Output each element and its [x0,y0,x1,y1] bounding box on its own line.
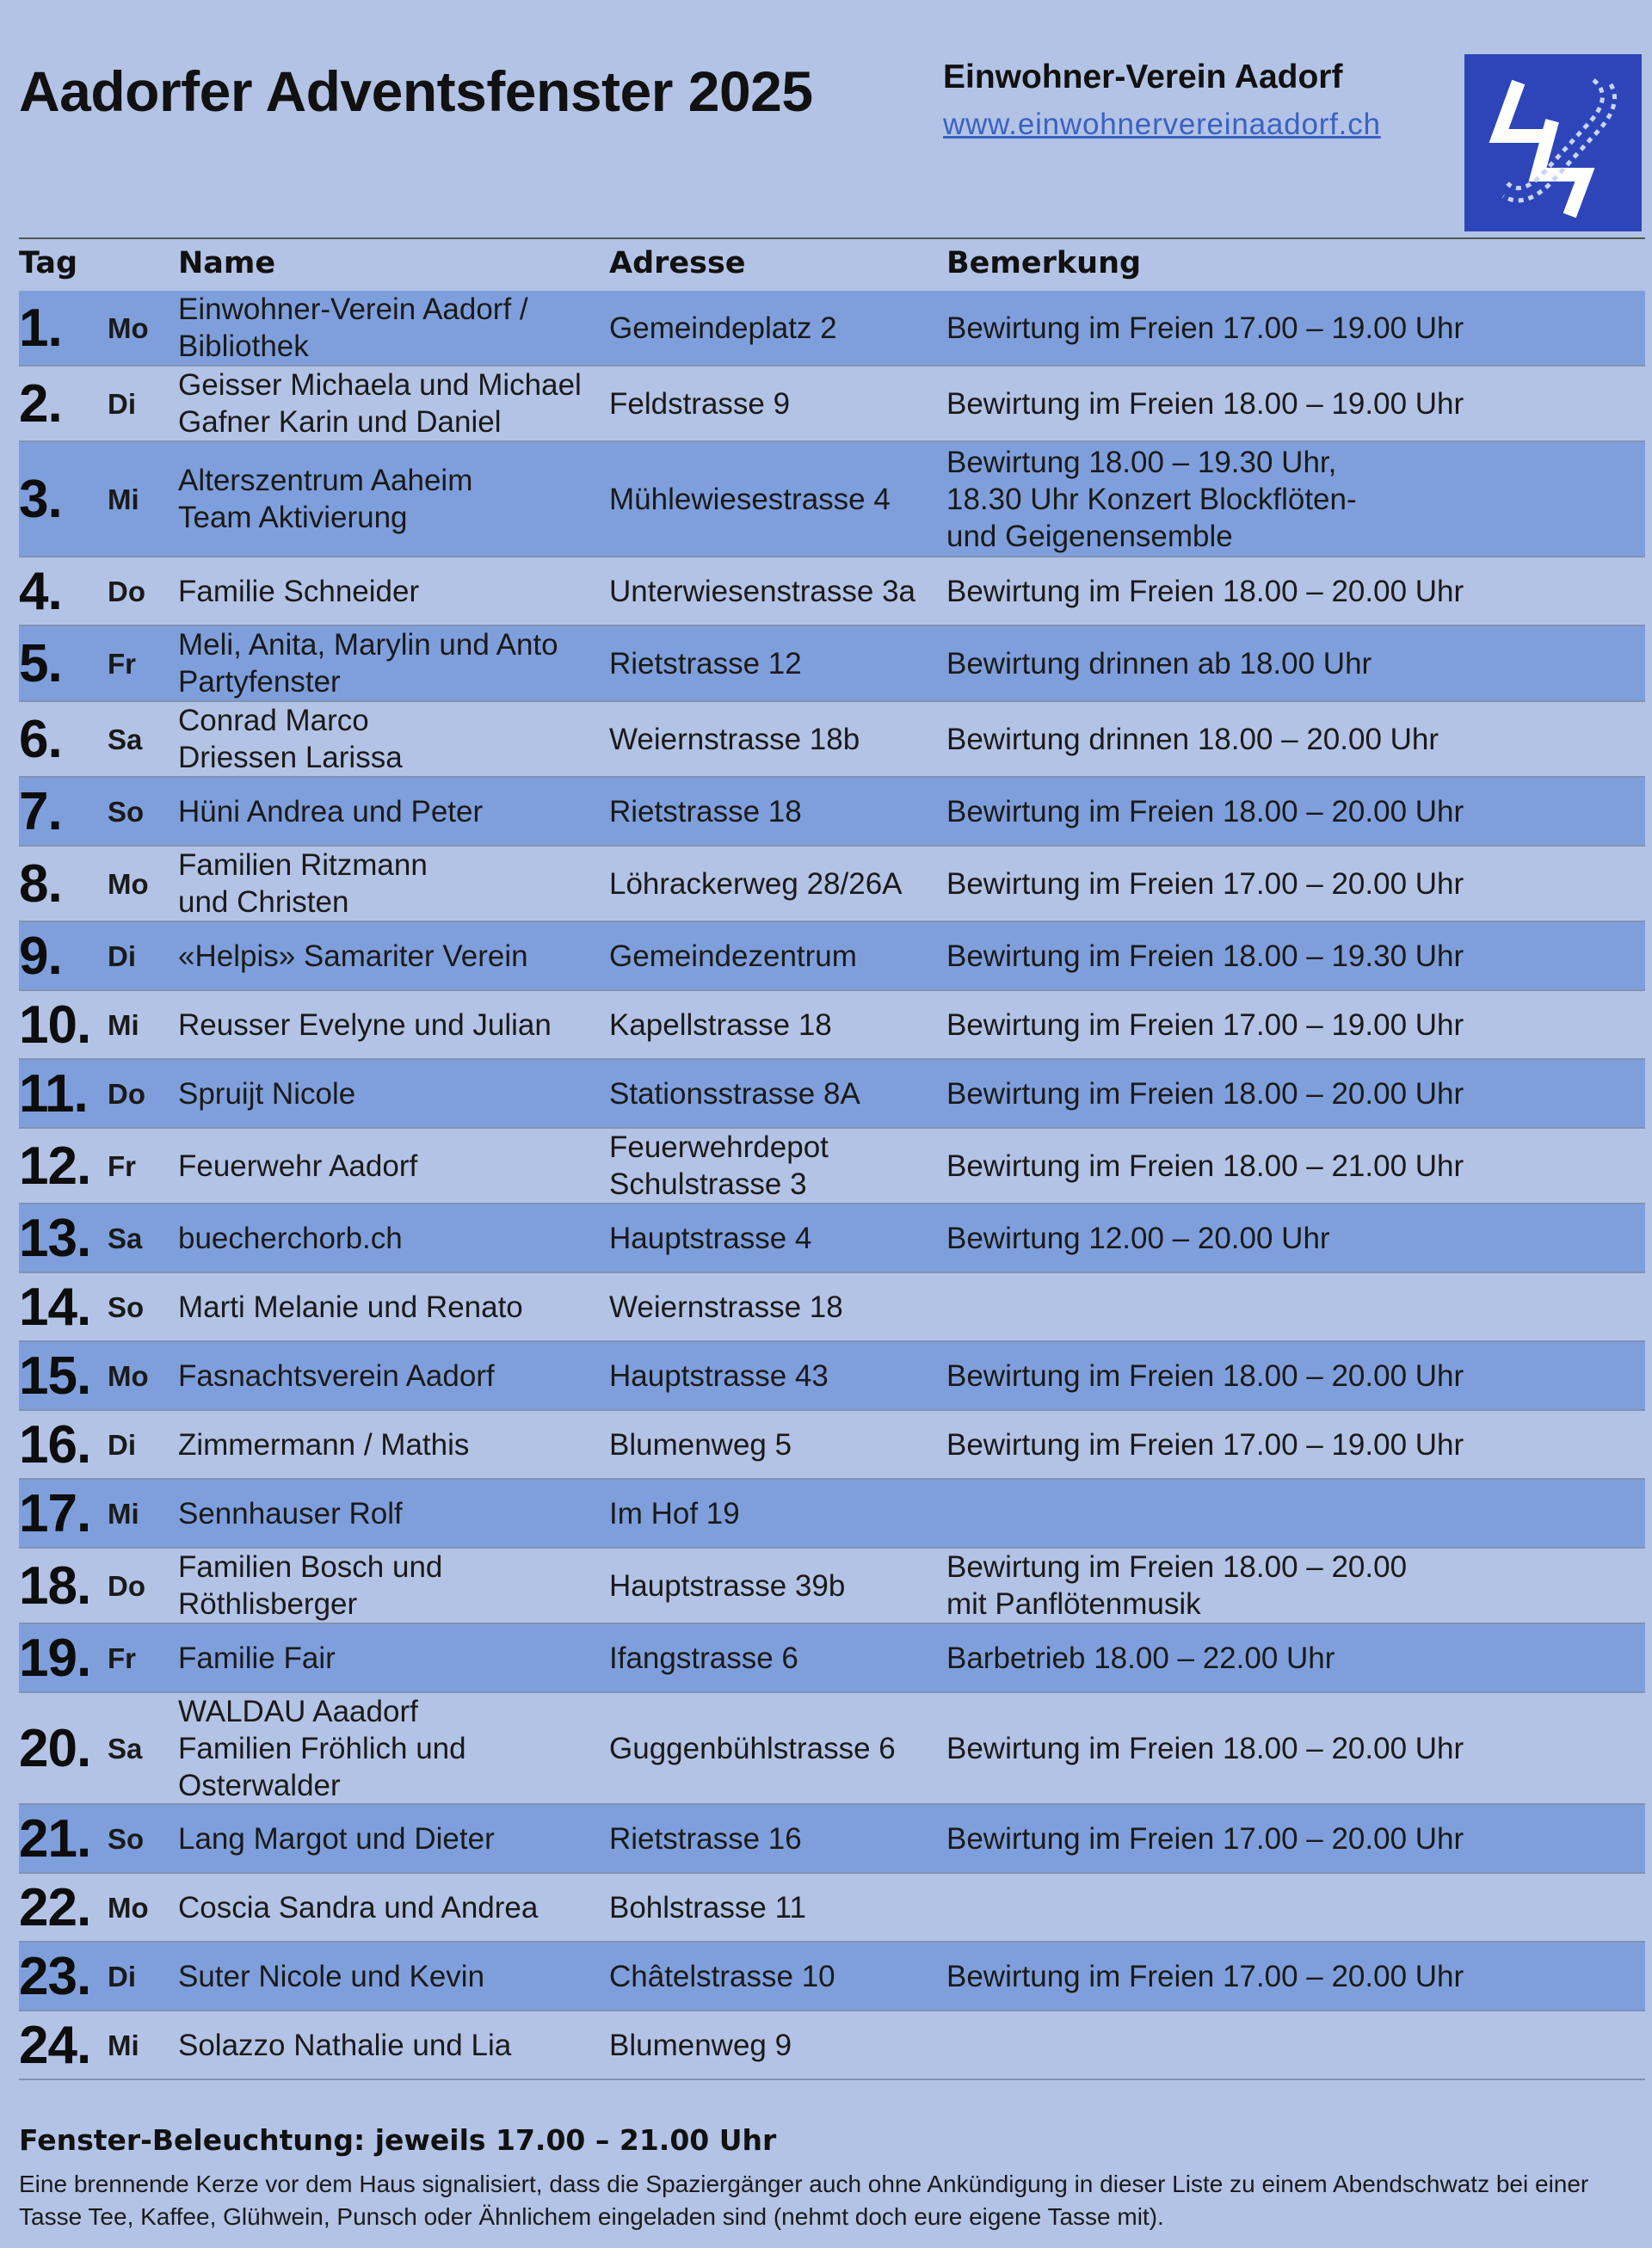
weekday: So [108,1290,145,1323]
host-name [178,1480,608,1547]
remark-line: und Geigenensemble [946,519,1233,553]
day-number: 19. [19,1628,91,1688]
weekday: Sa [108,1732,143,1765]
remark-line: mit Panflötenmusik [946,1587,1201,1621]
table-row [19,557,1645,626]
remark [946,922,1645,989]
address-line: Feldstrasse 9 [609,386,791,421]
host-name-line: Coscia Sandra und Andrea [178,1890,539,1925]
organization-link[interactable]: www.einwohnervereinaadorf.ch [943,108,1381,141]
remark [946,991,1645,1058]
remark-line: Bewirtung im Freien 17.00 – 19.00 Uhr [946,311,1464,345]
remark [946,1273,1645,1340]
remark [946,366,1645,440]
address-line: Gemeindeplatz 2 [609,311,837,345]
table-row [19,1129,1645,1204]
table-row [19,1204,1645,1273]
weekday: Fr [108,647,136,680]
remark [946,1129,1645,1203]
weekday: Mi [108,483,139,515]
address [609,991,946,1058]
remark-line: Bewirtung im Freien 18.00 – 21.00 Uhr [946,1149,1464,1183]
weekday: Di [108,387,136,420]
remark-line: Bewirtung drinnen 18.00 – 20.00 Uhr [946,722,1439,756]
host-name [178,442,608,556]
address-line: Schulstrasse 3 [609,1167,807,1201]
address [609,1693,946,1803]
weekday: Di [108,939,136,972]
day-number: 21. [19,1808,91,1869]
column-header-note: Bemerkung [946,246,1142,280]
table-row [19,1480,1645,1549]
host-name-line: Alterszentrum Aaheim [178,464,473,497]
address [609,291,946,365]
address [609,922,946,989]
address-line: Gemeindezentrum [609,939,857,973]
advent-calendar-page [19,0,1645,2248]
weekday: Mo [108,867,149,900]
weekday: Fr [108,1641,136,1674]
host-name-line: Zimmermann / Mathis [178,1427,470,1462]
host-name [178,778,608,845]
host-name-line: Familien Bosch und [178,1550,443,1584]
address-line: Weiernstrasse 18b [609,722,860,756]
remark [946,1411,1645,1478]
host-name-line: Reusser Evelyne und Julian [178,1007,552,1042]
remark-line: Bewirtung im Freien 18.00 – 20.00 [946,1550,1408,1584]
weekday: Mo [108,1359,149,1392]
table-row [19,702,1645,778]
weekday: Sa [108,723,143,755]
host-name-line: buecherchorb.ch [178,1221,403,1255]
remark-line: Bewirtung im Freien 17.00 – 19.00 Uhr [946,1007,1464,1042]
weekday: Mo [108,311,149,344]
host-name [178,847,608,921]
remark [946,626,1645,700]
host-name-line: Gafner Karin und Daniel [178,405,502,439]
remark-line: Bewirtung im Freien 18.00 – 19.30 Uhr [946,939,1464,973]
address-line: Mühlewiesestrasse 4 [609,482,891,516]
remark [946,2011,1645,2079]
remark-line: Bewirtung im Freien 18.00 – 20.00 Uhr [946,1076,1464,1111]
weekday: Do [108,1569,145,1602]
host-name [178,1342,608,1409]
einwohnerverein-logo-icon [1464,54,1642,231]
table-row [19,1342,1645,1411]
table-row [19,1411,1645,1480]
host-name [178,2011,608,2079]
weekday: So [108,795,145,828]
address [609,1549,946,1623]
host-name-line: Familien Fröhlich und [178,1731,466,1765]
day-number: 6. [19,709,62,769]
host-name [178,922,608,989]
address-line: Bohlstrasse 11 [609,1890,806,1925]
table-row [19,2011,1645,2080]
day-number: 13. [19,1208,91,1268]
address [609,1624,946,1691]
page-title: Aadorfer Adventsfenster 2025 [19,59,813,123]
host-name-line: Lang Margot und Dieter [178,1821,495,1856]
remark [946,1874,1645,1941]
remark-line: Bewirtung drinnen ab 18.00 Uhr [946,646,1372,681]
address-line: Châtelstrasse 10 [609,1959,835,1993]
address [609,442,946,556]
day-number: 1. [19,298,62,358]
address [609,1129,946,1203]
host-name [178,1874,608,1941]
day-number: 5. [19,633,62,693]
day-number: 16. [19,1414,91,1475]
lighting-hours-title: Fenster-Beleuchtung: jeweils 17.00 – 21.00 Uhr [19,2123,777,2157]
day-number: 17. [19,1483,91,1543]
address-line: Guggenbühlstrasse 6 [609,1731,896,1765]
address-line: Weiernstrasse 18 [609,1290,843,1324]
host-name [178,1693,608,1803]
remark [946,291,1645,365]
host-name-line: Marti Melanie und Renato [178,1290,523,1324]
host-name [178,557,608,625]
remark-line: 18.30 Uhr Konzert Blockflöten- [946,482,1357,516]
address-line: Ifangstrasse 6 [609,1641,798,1675]
footer-note: Eine brennende Kerze vor dem Haus signalisiert, dass die Spaziergänger auch ohne Ankündigung in dieser Liste zu einem Abendschwatz bei einer Tasse Tee, Kaffee, Glühwein, Punsch oder Ähnlichem eingeladen sind (nehmt doch eure eigene Tasse mit). [19,2171,1589,2230]
host-name-line: Familie Schneider [178,574,420,608]
host-name-line: Hüni Andrea und Peter [178,794,484,828]
host-name-line: Sennhauser Rolf [178,1496,403,1530]
address-line: Feuerwehrdepot [609,1130,829,1164]
column-header-tag: Tag [19,246,78,280]
weekday: Di [108,1960,136,1992]
host-name-line: Conrad Marco [178,704,369,737]
weekday: Mi [108,1497,139,1530]
remark-line: Bewirtung im Freien 17.00 – 19.00 Uhr [946,1427,1464,1462]
host-name-line: Solazzo Nathalie und Lia [178,2028,512,2062]
host-name-line: Partyfenster [178,665,341,699]
address-line: Löhrackerweg 28/26A [609,866,903,901]
address [609,847,946,921]
host-name-line: Geisser Michaela und Michael [178,368,582,402]
table-row [19,1943,1645,2011]
host-name-line: Driessen Larissa [178,741,403,774]
host-name-line: Meli, Anita, Marylin und Anto [178,628,558,662]
host-name-line: Team Aktivierung [178,501,408,534]
host-name [178,626,608,700]
remark-line: Bewirtung im Freien 18.00 – 20.00 Uhr [946,574,1464,608]
host-name [178,291,608,365]
day-number: 10. [19,995,91,1055]
remark [946,1693,1645,1803]
day-number: 20. [19,1718,91,1778]
remark [946,1060,1645,1127]
host-name-line: «Helpis» Samariter Verein [178,939,528,973]
day-number: 4. [19,561,62,621]
day-number: 15. [19,1346,91,1406]
weekday: Do [108,1077,145,1110]
table-row [19,1693,1645,1805]
host-name [178,991,608,1058]
table-row [19,847,1645,922]
host-name-line: Osterwalder [178,1768,341,1802]
weekday: Do [108,575,145,607]
address-line: Unterwiesenstrasse 3a [609,574,915,608]
remark-line: Bewirtung im Freien 17.00 – 20.00 Uhr [946,866,1464,901]
weekday: Di [108,1428,136,1461]
address [609,1273,946,1340]
weekday: So [108,1822,145,1855]
remark [946,442,1645,556]
address [609,1805,946,1872]
address-line: Rietstrasse 18 [609,794,802,828]
day-number: 24. [19,2015,91,2075]
address [609,1342,946,1409]
remark-line: Bewirtung im Freien 17.00 – 20.00 Uhr [946,1959,1464,1993]
day-number: 3. [19,469,62,529]
table-row [19,922,1645,991]
host-name-line: Spruijt Nicole [178,1076,356,1111]
host-name [178,1129,608,1203]
address [609,1943,946,2010]
remark [946,1624,1645,1691]
address [609,702,946,776]
host-name-line: Familie Fair [178,1641,336,1675]
remark [946,1943,1645,2010]
host-name-line: Familien Ritzmann [178,848,428,882]
day-number: 11. [19,1063,88,1124]
host-name-line: WALDAU Aaadorf [178,1694,418,1728]
table-row [19,1874,1645,1943]
address [609,366,946,440]
table-row [19,1273,1645,1342]
address-line: Stationsstrasse 8A [609,1076,860,1111]
header-divider [19,237,1645,239]
host-name [178,1273,608,1340]
table-row [19,442,1645,557]
day-number: 14. [19,1277,91,1337]
address-line: Rietstrasse 16 [609,1821,802,1856]
host-name [178,1060,608,1127]
address-line: Hauptstrasse 39b [609,1568,846,1603]
address-line: Hauptstrasse 43 [609,1358,829,1393]
remark [946,1549,1645,1623]
host-name [178,1411,608,1478]
remark [946,847,1645,921]
host-name [178,702,608,776]
column-header-name: Name [178,246,276,280]
weekday: Mi [108,2029,139,2061]
host-name-line: Bibliothek [178,330,309,363]
day-number: 12. [19,1136,91,1196]
organization-name: Einwohner-Verein Aadorf [943,59,1343,95]
host-name [178,1624,608,1691]
day-number: 8. [19,853,62,914]
address-line: Hauptstrasse 4 [609,1221,812,1255]
host-name-line: Feuerwehr Aadorf [178,1149,418,1183]
host-name [178,1943,608,2010]
table-row [19,778,1645,847]
weekday: Fr [108,1149,136,1182]
day-number: 23. [19,1946,91,2006]
remark [946,1805,1645,1872]
host-name-line: und Christen [178,885,349,919]
day-number: 18. [19,1555,91,1616]
table-row [19,626,1645,702]
address [609,1060,946,1127]
remark-line: Barbetrieb 18.00 – 22.00 Uhr [946,1641,1335,1675]
host-name [178,1204,608,1272]
address [609,1411,946,1478]
address [609,1480,946,1547]
table-row [19,1805,1645,1874]
address-line: Blumenweg 9 [609,2028,792,2062]
day-number: 2. [19,373,62,434]
weekday: Mo [108,1891,149,1924]
remark-line: Bewirtung im Freien 17.00 – 20.00 Uhr [946,1821,1464,1856]
address [609,778,946,845]
host-name-line: Fasnachtsverein Aadorf [178,1358,495,1393]
address-line: Blumenweg 5 [609,1427,792,1462]
remark [946,702,1645,776]
table-row [19,291,1645,366]
advent-table [19,291,1645,2080]
host-name-line: Suter Nicole und Kevin [178,1959,485,1993]
day-number: 7. [19,781,62,841]
table-header [19,243,1645,287]
table-row [19,1624,1645,1693]
remark [946,1480,1645,1547]
weekday: Mi [108,1008,139,1041]
host-name [178,1549,608,1623]
remark-line: Bewirtung im Freien 18.00 – 20.00 Uhr [946,1731,1464,1765]
host-name [178,1805,608,1872]
remark-line: Bewirtung im Freien 18.00 – 20.00 Uhr [946,794,1464,828]
column-header-address: Adresse [609,246,746,280]
table-row [19,366,1645,442]
address [609,626,946,700]
table-row [19,1549,1645,1624]
remark [946,557,1645,625]
remark-line: Bewirtung 12.00 – 20.00 Uhr [946,1221,1330,1255]
address [609,1204,946,1272]
host-name [178,366,608,440]
table-row [19,1060,1645,1129]
remark [946,1342,1645,1409]
remark-line: Bewirtung 18.00 – 19.30 Uhr, [946,445,1337,479]
day-number: 9. [19,926,62,986]
weekday: Sa [108,1222,143,1254]
address-line: Kapellstrasse 18 [609,1007,832,1042]
address [609,557,946,625]
host-name-line: Röthlisberger [178,1587,358,1621]
remark-line: Bewirtung im Freien 18.00 – 19.00 Uhr [946,386,1464,421]
table-row [19,991,1645,1060]
day-number: 22. [19,1877,91,1937]
remark [946,778,1645,845]
host-name-line: Einwohner-Verein Aadorf / [178,293,528,326]
remark [946,1204,1645,1272]
remark-line: Bewirtung im Freien 18.00 – 20.00 Uhr [946,1358,1464,1393]
address [609,1874,946,1941]
address [609,2011,946,2079]
address-line: Rietstrasse 12 [609,646,802,681]
address-line: Im Hof 19 [609,1496,740,1530]
